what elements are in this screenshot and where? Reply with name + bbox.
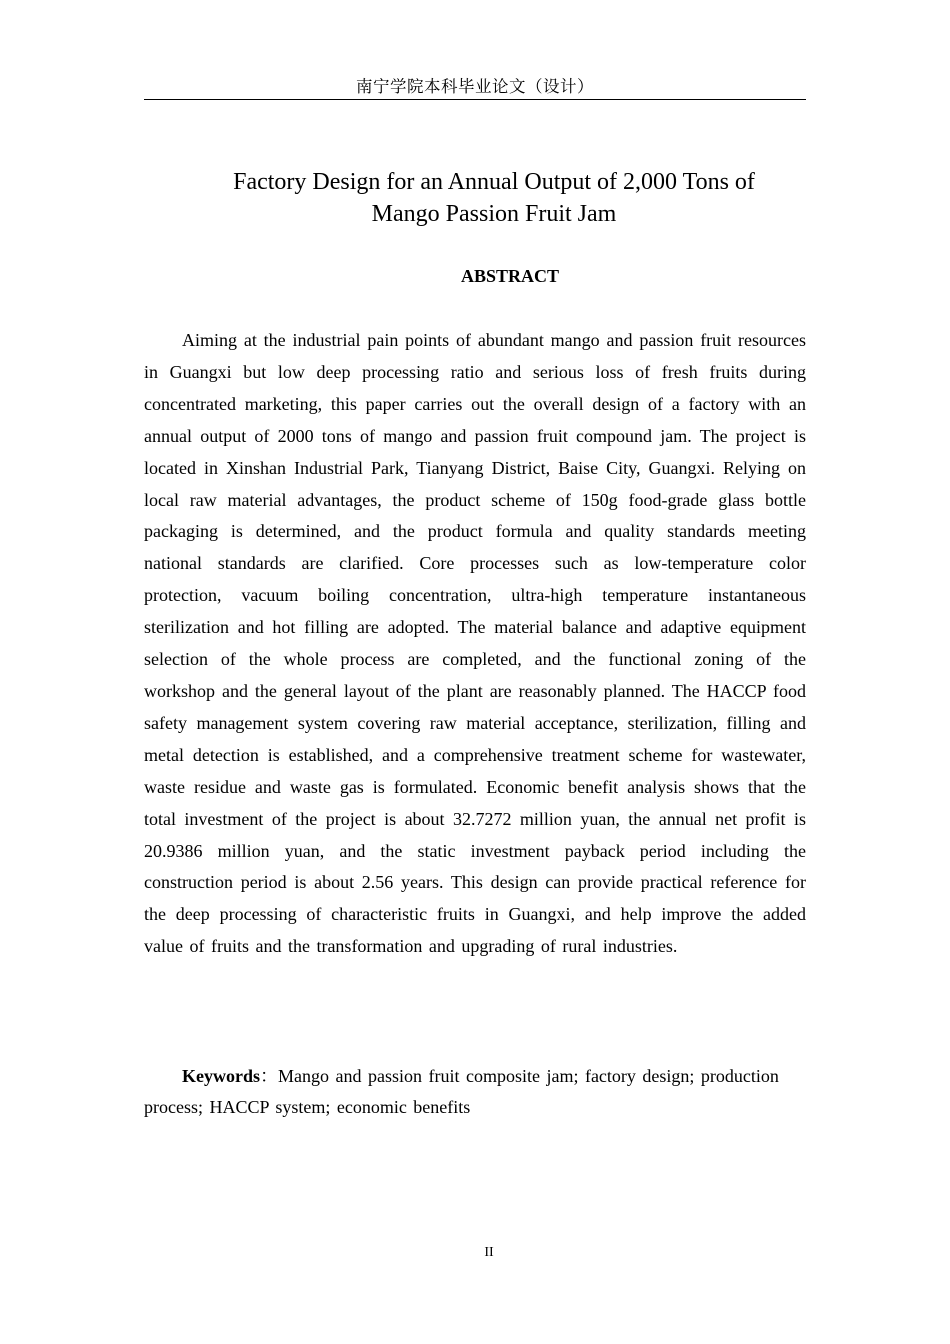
header-rule	[144, 99, 806, 100]
page-number: II	[484, 1245, 494, 1260]
keywords-paragraph	[144, 1061, 806, 1123]
abstract-heading: ABSTRACT	[460, 266, 560, 286]
running-header: 南宁学院本科毕业论文（设计）	[356, 77, 594, 96]
paper-title-line-1: Factory Design for an Annual Output of 2,000 Tons of	[233, 169, 755, 195]
paper-title	[144, 166, 844, 230]
abstract-body: Aiming at the industrial pain points of abundant mango and passion fruit resources in Guangxi but low deep processing ratio and serious loss of fresh fruits during concentrated marketing, this paper carries out the overall design of a factory with an annual output of 2000 tons of mango and passion fruit compound jam. The project is located in Xinshan Industrial Park, Tianyang District, Baise City, Guangxi. Relying on local raw material advantages, the product scheme of 150g food-grade glass bottle packaging is determined, and the product formula and quality standards meeting national standards are clarified. Core processes such as low-temperature color protection, vacuum boiling concentration, ultra-high temperature instantaneous sterilization and hot filling are adopted. The material balance and adaptive equipment selection of the whole process are completed, and the functional zoning of the workshop and the general layout of the plant are reasonably planned. The HACCP food safety management system covering raw material acceptance, sterilization, filling and metal detection is established, and a comprehensive treatment scheme for wastewater, waste residue and waste gas is formulated. Economic benefit analysis shows that the total investment of the project is about 32.7272 million yuan, the annual net profit is 20.9386 million yuan, and the static investment payback period including the construction period is about 2.56 years. This design can provide practical reference for the deep processing of characteristic fruits in Guangxi, and help improve the added value of fruits and the transformation and upgrading of rural industries.	[144, 330, 806, 957]
keywords-text: Mango and passion fruit composite jam; factory design; production process; HACCP system; economic benefits	[144, 1066, 779, 1117]
paper-title-line-2: Mango Passion Fruit Jam	[371, 201, 617, 227]
keywords-separator: ：	[260, 1066, 278, 1086]
keywords-label: Keywords	[182, 1066, 260, 1086]
